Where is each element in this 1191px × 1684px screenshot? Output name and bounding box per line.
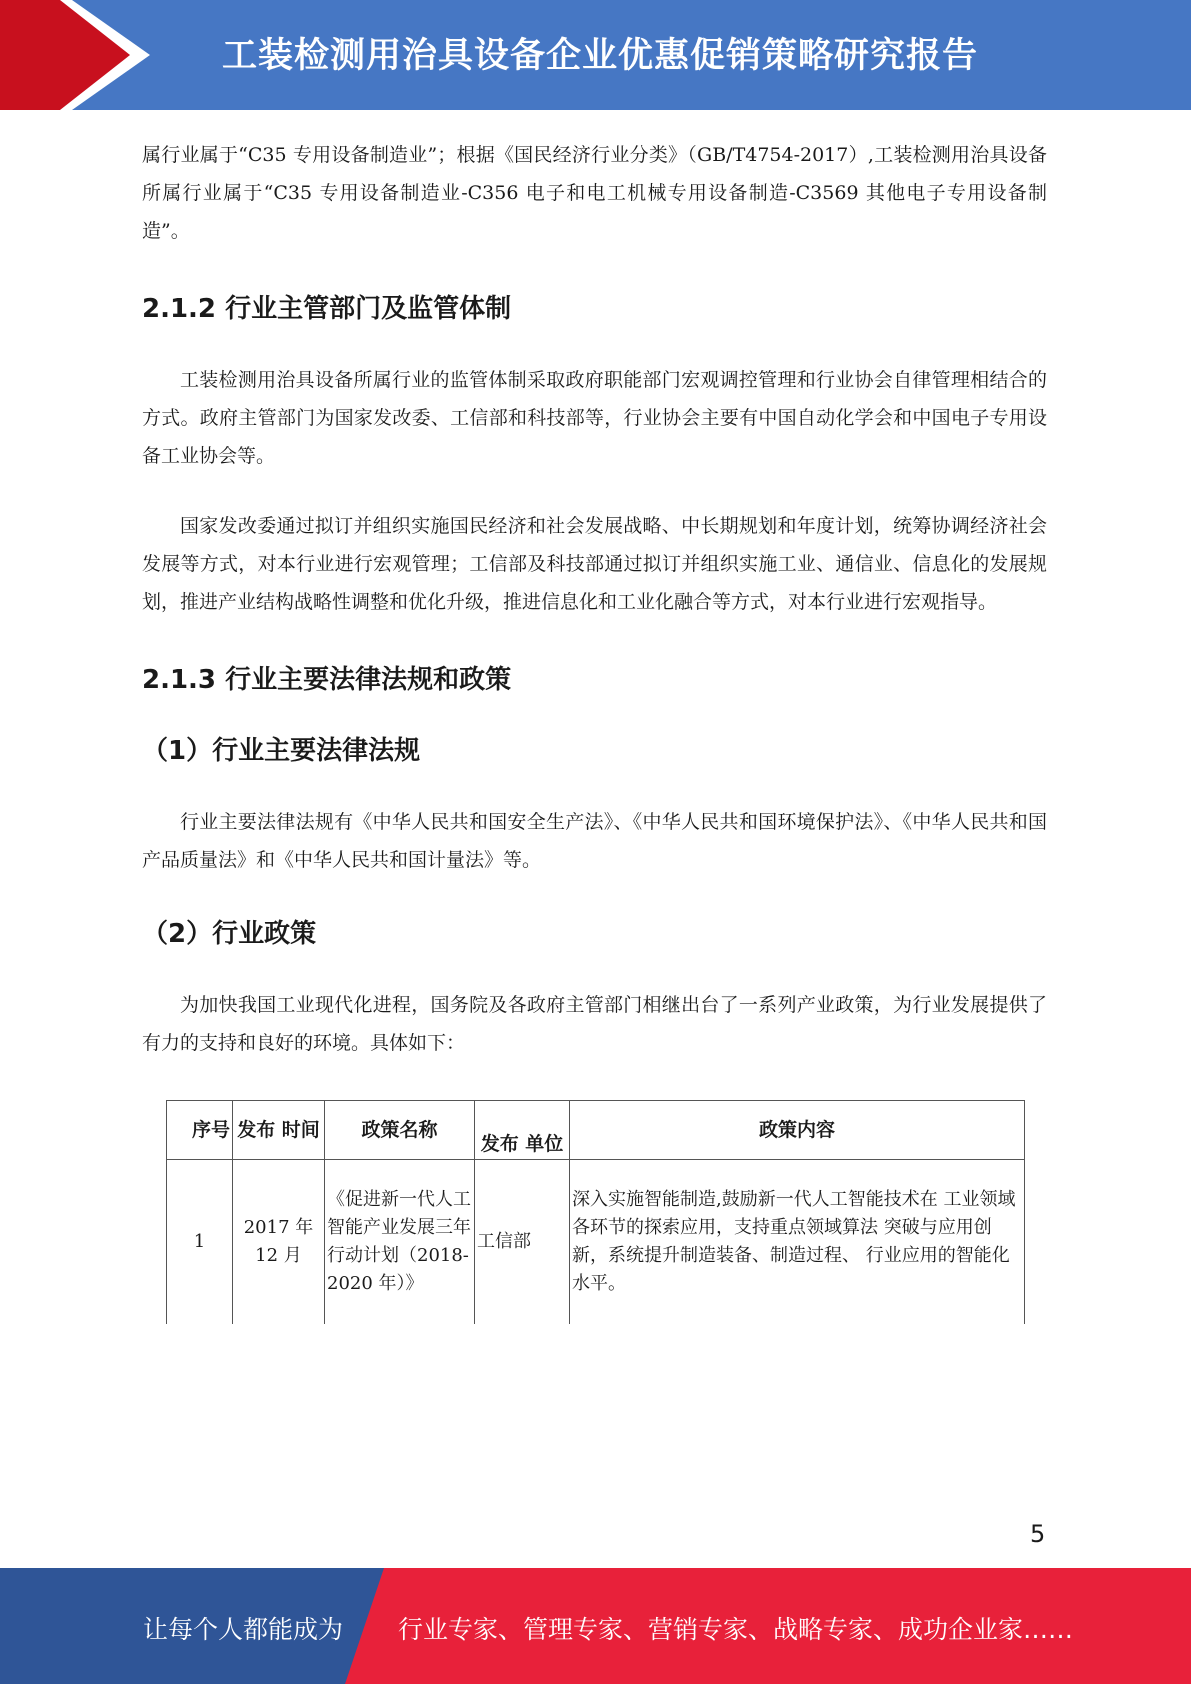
cell-name: 《促进新一代人工智能产业发展三年行动计划（2018-2020 年）》 <box>325 1160 475 1325</box>
header-arrow-icon <box>0 0 160 110</box>
header-unit: 发布 单位 <box>475 1101 570 1160</box>
table-row <box>167 1160 1025 1325</box>
intro-paragraph: 属行业属于“C35 专用设备制造业”；根据《国民经济行业分类》（GB/T4754-2017）,工装检测用治具设备所属行业属于“C35 专用设备制造业-C356 电子和电工机械专用设备制造-C3569 其他电子专用设备制造”。 <box>142 144 1047 242</box>
header-name: 政策名称 <box>325 1101 475 1160</box>
laws-paragraph: 行业主要法律法规有《中华人民共和国安全生产法》、《中华人民共和国环境保护法》、《中华人民共和国产品质量法》和《中华人民共和国计量法》等。 <box>142 811 1047 871</box>
regulation-paragraph-1: 工装检测用治具设备所属行业的监管体制采取政府职能部门宏观调控管理和行业协会自律管理相结合的方式。政府主管部门为国家发改委、工信部和科技部等，行业协会主要有中国自动化学会和中国电子专用设备工业协会等。 <box>142 369 1047 467</box>
section-heading-2-1-3: 2.1.3 行业主要法律法规和政策 <box>142 665 512 695</box>
cell-date: 2017 年 12 月 <box>233 1160 325 1325</box>
table-header-row <box>167 1101 1025 1160</box>
header-content: 政策内容 <box>570 1101 1025 1160</box>
page-content <box>142 136 1047 1062</box>
policy-table <box>166 1100 1025 1324</box>
policy-paragraph: 为加快我国工业现代化进程，国务院及各政府主管部门相继出台了一系列产业政策，为行业发展提供了有力的支持和良好的环境。具体如下： <box>142 994 1047 1054</box>
cell-index: 1 <box>167 1160 233 1325</box>
header-banner <box>0 0 1191 110</box>
footer-slogan-left: 让每个人都能成为 <box>143 1615 344 1644</box>
page-number: 5 <box>1030 1520 1046 1548</box>
footer-banner <box>0 1568 1191 1684</box>
report-title: 工装检测用治具设备企业优惠促销策略研究报告 <box>222 36 979 76</box>
subheading-policy: （2）行业政策 <box>142 919 317 949</box>
section-heading-2-1-2: 2.1.2 行业主管部门及监管体制 <box>142 294 512 324</box>
header-index: 序号 <box>167 1101 233 1160</box>
cell-content: 深入实施智能制造,鼓励新一代人工智能技术在 工业领域各环节的探索应用，支持重点领域算法 突破与应用创新，系统提升制造装备、制造过程、 行业应用的智能化水平。 <box>570 1160 1025 1325</box>
subheading-laws: （1）行业主要法律法规 <box>142 736 421 766</box>
footer-slogan-right: 行业专家、管理专家、营销专家、战略专家、成功企业家…… <box>398 1615 1074 1644</box>
regulation-paragraph-2: 国家发改委通过拟订并组织实施国民经济和社会发展战略、中长期规划和年度计划，统筹协调经济社会发展等方式，对本行业进行宏观管理；工信部及科技部通过拟订并组织实施工业、通信业、信息化的发展规划，推进产业结构战略性调整和优化升级，推进信息化和工业化融合等方式，对本行业进行宏观指导。 <box>142 515 1047 613</box>
header-date: 发布 时间 <box>233 1101 325 1160</box>
cell-unit: 工信部 <box>475 1160 570 1325</box>
